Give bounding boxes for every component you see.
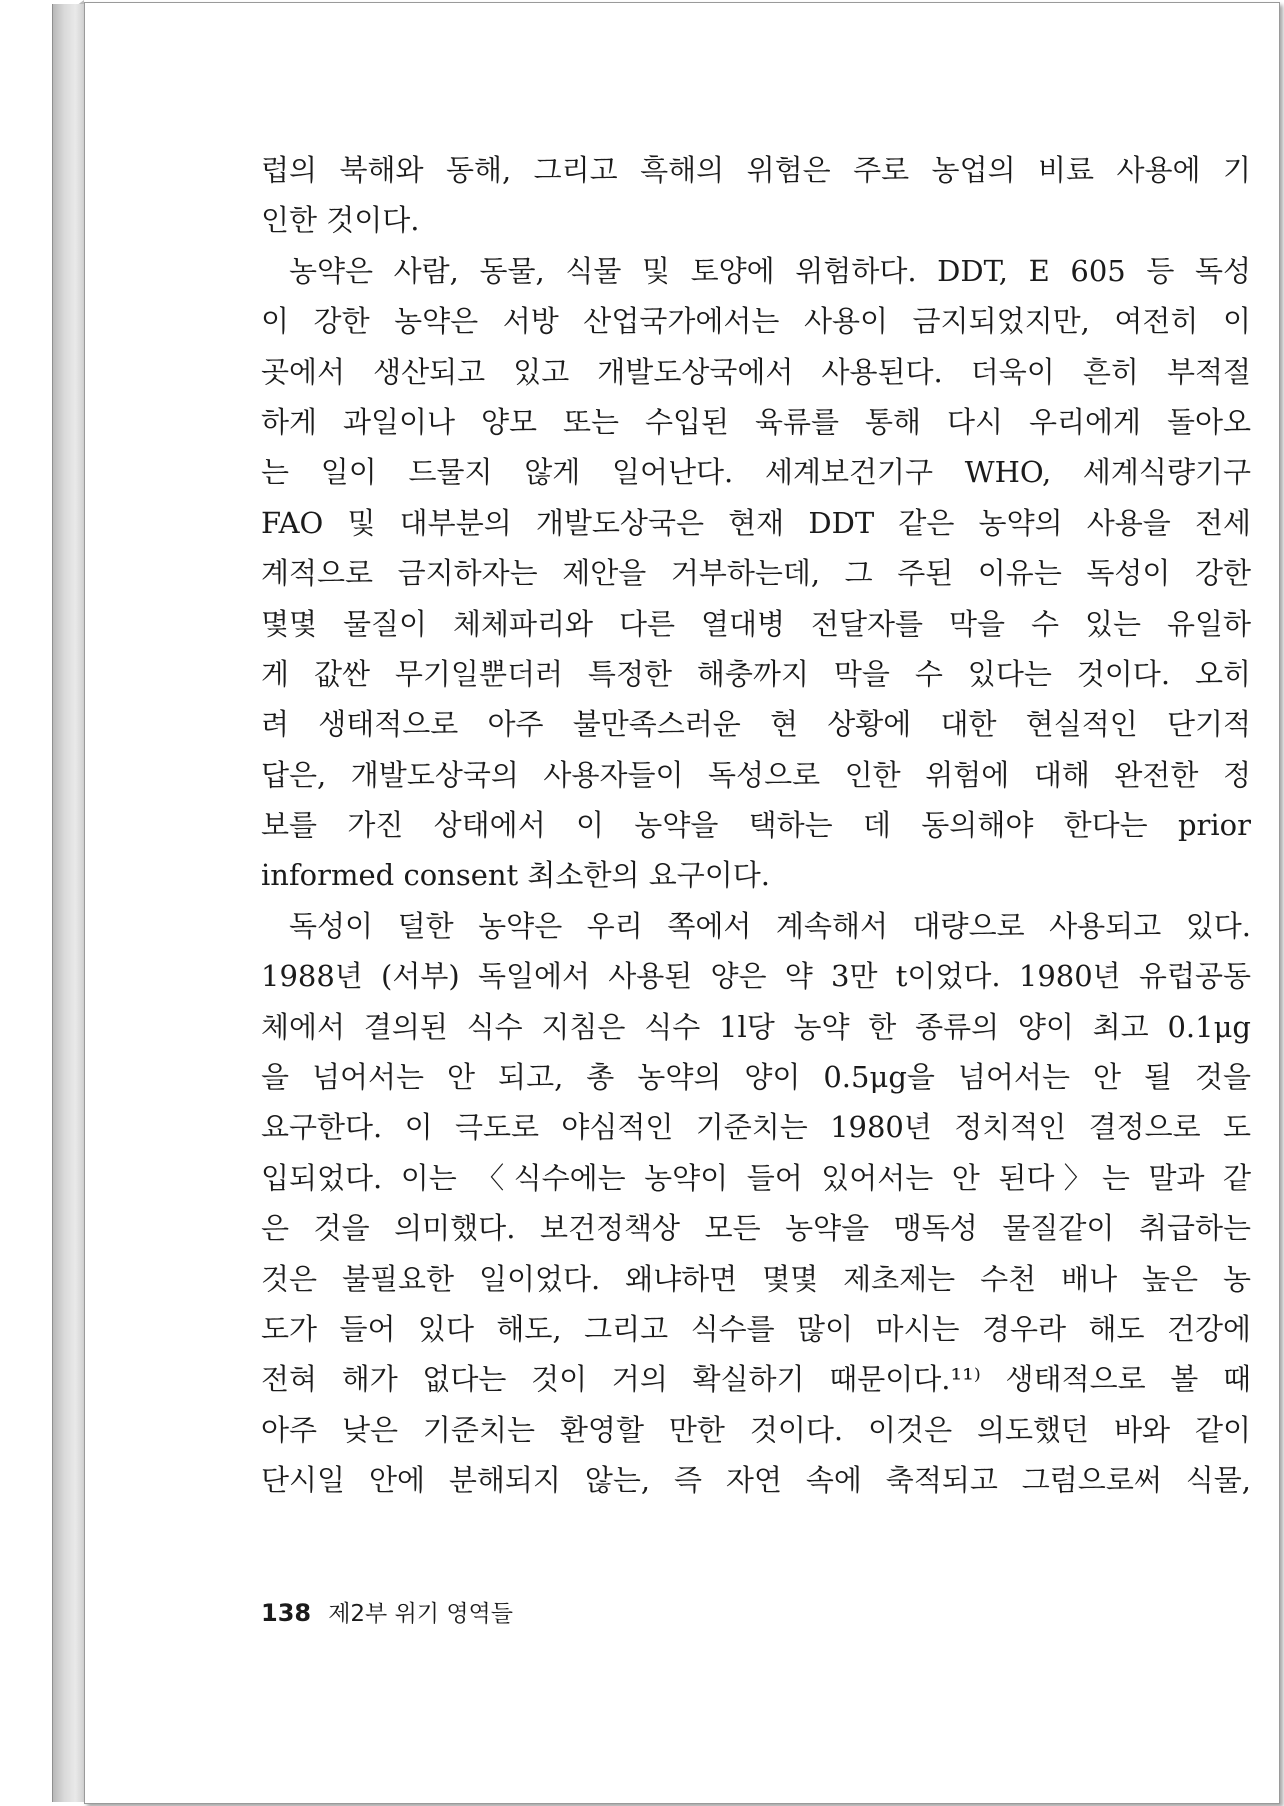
text-line: 는 일이 드물지 않게 일어난다. 세계보건기구 WHO, 세계식량기구: [261, 455, 1251, 490]
text-line: 은 것을 의미했다. 보건정책상 모든 농약을 맹독성 물질같이 취급하는: [261, 1211, 1251, 1246]
text-line: 을 넘어서는 안 되고, 총 농약의 양이 0.5μg을 넘어서는 안 될 것을: [261, 1060, 1251, 1095]
text-line: 도가 들어 있다 해도, 그리고 식수를 많이 마시는 경우라 해도 건강에: [261, 1311, 1251, 1346]
text-line: 보를 가진 상태에서 이 농약을 택하는 데 동의해야 한다는 prior: [261, 808, 1251, 843]
running-head: 제2부 위기 영역들: [328, 1601, 513, 1627]
text-line: 1988년 (서부) 독일에서 사용된 양은 약 3만 t이었다. 1980년 유럽공동: [261, 959, 1251, 994]
text-line: 독성이 덜한 농약은 우리 쪽에서 계속해서 대량으로 사용되고 있다.: [289, 908, 1251, 943]
text-line: 입되었다. 이는 〈식수에는 농약이 들어 있어서는 안 된다〉는 말과 같: [261, 1160, 1251, 1195]
text-line: 하게 과일이나 양모 또는 수입된 육류를 통해 다시 우리에게 돌아오: [261, 404, 1251, 439]
body-text: [261, 145, 1251, 1506]
text-line: 농약은 사람, 동물, 식물 및 토양에 위험하다. DDT, E 605 등 독성: [289, 253, 1251, 288]
text-line: 이 강한 농약은 서방 산업국가에서는 사용이 금지되었지만, 여전히 이: [261, 304, 1251, 339]
text-line: 곳에서 생산되고 있고 개발도상국에서 사용된다. 더욱이 흔히 부적절: [261, 354, 1251, 389]
text-line: 단시일 안에 분해되지 않는, 즉 자연 속에 축적되고 그럼으로써 식물,: [261, 1463, 1251, 1498]
page-number: 138: [261, 1599, 312, 1627]
text-line: FAO 및 대부분의 개발도상국은 현재 DDT 같은 농약의 사용을 전세: [261, 505, 1251, 540]
text-line: 몇몇 물질이 체체파리와 다른 열대병 전달자를 막을 수 있는 유일하: [261, 606, 1251, 641]
text-line: 계적으로 금지하자는 제안을 거부하는데, 그 주된 이유는 독성이 강한: [261, 556, 1251, 591]
text-line: 인한 것이다.: [261, 203, 420, 238]
text-line: 전혀 해가 없다는 것이 거의 확실하기 때문이다.¹¹⁾ 생태적으로 볼 때: [261, 1362, 1251, 1397]
text-line: 게 값싼 무기일뿐더러 특정한 해충까지 막을 수 있다는 것이다. 오히: [261, 656, 1251, 691]
text-line: 것은 불필요한 일이었다. 왜냐하면 몇몇 제초제는 수천 배나 높은 농: [261, 1261, 1251, 1296]
text-line: 체에서 결의된 식수 지침은 식수 1l당 농약 한 종류의 양이 최고 0.1μg: [261, 1009, 1251, 1044]
text-line: 럽의 북해와 동해, 그리고 흑해의 위험은 주로 농업의 비료 사용에 기: [261, 153, 1251, 187]
text-line: informed consent 최소한의 요구이다.: [261, 858, 770, 893]
text-line: 요구한다. 이 극도로 야심적인 기준치는 1980년 정치적인 결정으로 도: [261, 1110, 1251, 1145]
book-page: [84, 2, 1280, 1804]
text-line: 아주 낮은 기준치는 환영할 만한 것이다. 이것은 의도했던 바와 같이: [261, 1412, 1251, 1447]
text-line: 려 생태적으로 아주 불만족스러운 현 상황에 대한 현실적인 단기적: [261, 707, 1251, 742]
page-footer: [261, 1595, 513, 1628]
text-line: 답은, 개발도상국의 사용자들이 독성으로 인한 위험에 대해 완전한 정: [261, 757, 1251, 792]
book-spine: [52, 4, 85, 1802]
